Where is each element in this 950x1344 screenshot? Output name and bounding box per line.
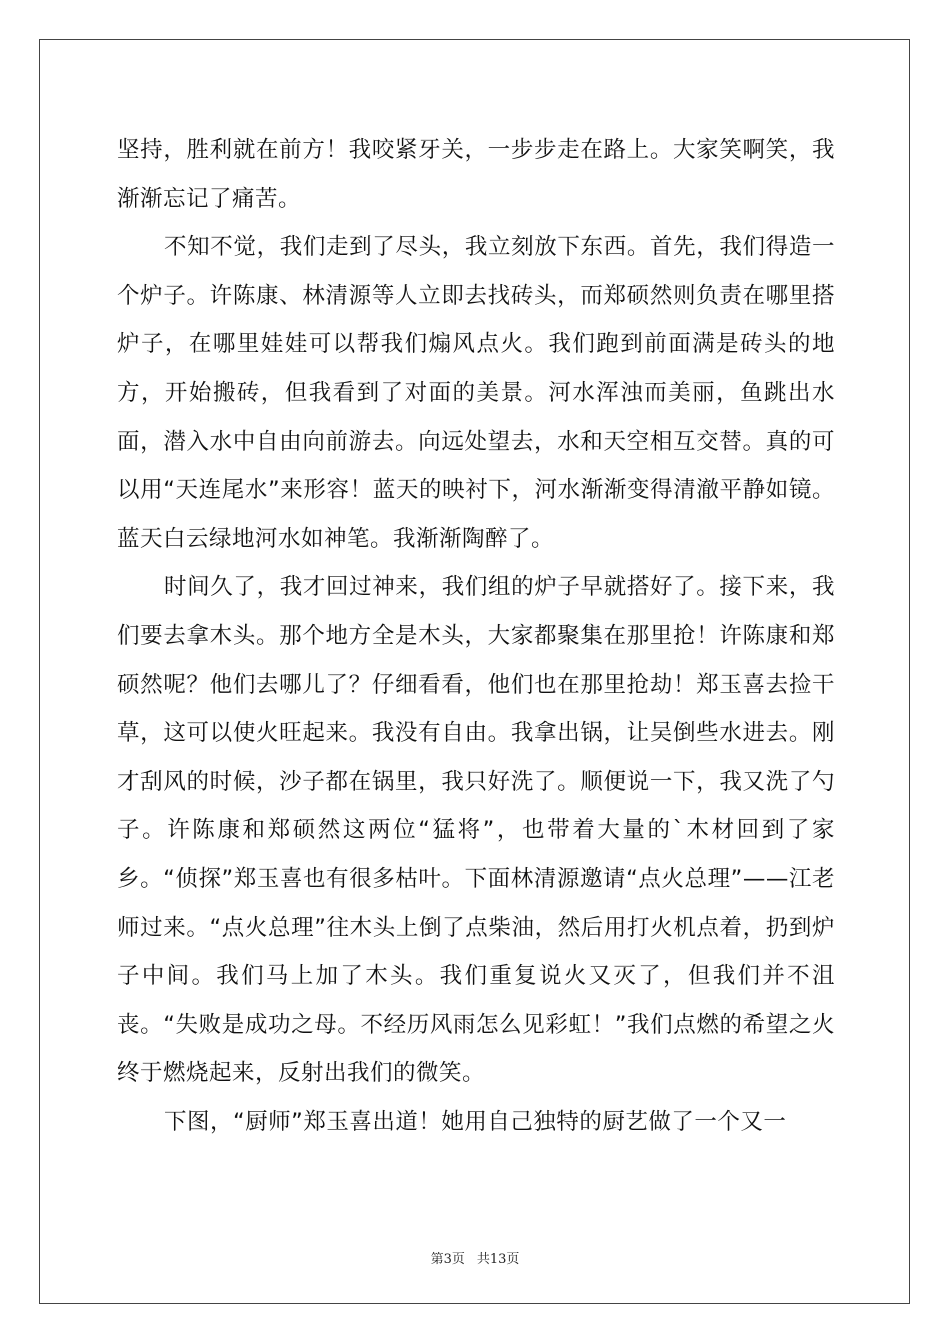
document-body (117, 126, 835, 1146)
page-number: 第3页 (430, 1252, 465, 1267)
paragraph-2: 不知不觉，我们走到了尽头，我立刻放下东西。首先，我们得造一个炉子。许陈康、林清源等人立即去找砖头，而郑硕然则负责在哪里搭炉子，在哪里娃娃可以帮我们煽风点火。我们跑到前面满是砖头的地方，开始搬砖，但我看到了对面的美景。河水浑浊而美丽，鱼跳出水面，潜入水中自由向前游去。向远处望去，水和天空相互交替。真的可以用“天连尾水”来形容！蓝天的映衬下，河水渐渐变得清澈平静如镜。蓝天白云绿地河水如神笔。我渐渐陶醉了。 (117, 234, 835, 552)
paragraph-3: 时间久了，我才回过神来，我们组的炉子早就搭好了。接下来，我们要去拿木头。那个地方全是木头，大家都聚集在那里抢！许陈康和郑硕然呢？他们去哪儿了？仔细看看，他们也在那里抢劫！郑玉喜去捡干草，这可以使火旺起来。我没有自由。我拿出锅，让吴倒些水进去。刚才刮风的时候，沙子都在锅里，我只好洗了。顺便说一下，我又洗了勺子。许陈康和郑硕然这两位“猛将”，也带着大量的`木材回到了家乡。“侦探”郑玉喜也有很多枯叶。下面林清源邀请“点火总理”——江老师过来。“点火总理”往木头上倒了点柴油，然后用打火机点着，扔到炉子中间。我们马上加了木头。我们重复说火又灭了，但我们并不沮丧。“失败是成功之母。不经历风雨怎么见彩虹！”我们点燃的希望之火终于燃烧起来，反射出我们的微笑。 (117, 574, 835, 1087)
page-footer (0, 1248, 950, 1267)
paragraph-4: 下图，“厨师”郑玉喜出道！她用自己独特的厨艺做了一个又一 (164, 1108, 787, 1135)
total-pages: 共13页 (476, 1252, 520, 1267)
paragraph-1: 坚持，胜利就在前方！我咬紧牙关，一步步走在路上。大家笑啊笑，我渐渐忘记了痛苦。 (117, 137, 835, 212)
